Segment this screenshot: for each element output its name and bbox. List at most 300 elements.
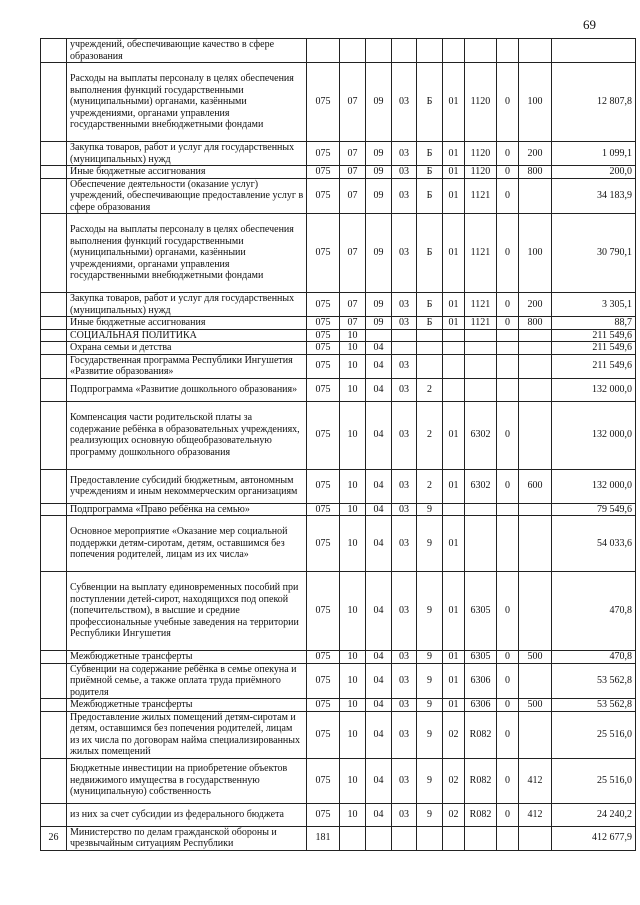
code-cell: 04	[366, 342, 392, 355]
amount-cell: 53 562,8	[552, 699, 636, 712]
code-cell: 6302	[465, 469, 497, 503]
code-cell: 0	[497, 663, 519, 699]
code-cell	[465, 329, 497, 342]
amount-cell: 54 033,6	[552, 516, 636, 572]
code-cell: 03	[392, 166, 417, 179]
table-row	[41, 826, 636, 850]
code-cell	[366, 826, 392, 850]
code-cell	[465, 354, 497, 378]
code-cell: 10	[340, 699, 366, 712]
code-cell: 0	[497, 711, 519, 758]
table-row	[41, 166, 636, 179]
amount-cell: 132 000,0	[552, 401, 636, 469]
code-cell: 0	[497, 178, 519, 214]
code-cell: 075	[307, 166, 340, 179]
code-cell: 075	[307, 401, 340, 469]
code-cell: 412	[519, 758, 552, 803]
code-cell: 04	[366, 758, 392, 803]
code-cell: 800	[519, 166, 552, 179]
amount-cell: 132 000,0	[552, 469, 636, 503]
code-cell: 075	[307, 503, 340, 516]
code-cell: 0	[497, 651, 519, 664]
row-number-cell	[41, 503, 67, 516]
code-cell: 01	[443, 516, 465, 572]
row-number-cell	[41, 142, 67, 166]
code-cell: 10	[340, 401, 366, 469]
code-cell: 6302	[465, 401, 497, 469]
code-cell: 10	[340, 651, 366, 664]
row-number-cell	[41, 711, 67, 758]
code-cell	[392, 342, 417, 355]
row-number-cell	[41, 699, 67, 712]
code-cell: 07	[340, 317, 366, 330]
table-row	[41, 39, 636, 63]
item-name-cell: Предоставление субсидий бюджетным, автономным учреждениям и иным некоммерческим организациям	[67, 469, 307, 503]
code-cell	[417, 354, 443, 378]
code-cell	[497, 378, 519, 401]
table-row	[41, 178, 636, 214]
row-number-cell	[41, 651, 67, 664]
code-cell	[443, 378, 465, 401]
table-row	[41, 63, 636, 142]
code-cell: 07	[340, 293, 366, 317]
code-cell	[519, 342, 552, 355]
amount-cell: 470,8	[552, 572, 636, 651]
code-cell: 075	[307, 699, 340, 712]
table-row	[41, 317, 636, 330]
code-cell: 9	[417, 803, 443, 826]
code-cell: 10	[340, 663, 366, 699]
code-cell	[340, 826, 366, 850]
code-cell: 09	[366, 317, 392, 330]
code-cell: 04	[366, 663, 392, 699]
code-cell: R082	[465, 803, 497, 826]
item-name-cell: Субвенции на выплату единовременных пособий при поступлении детей-сирот, находящихся под опекой (попечительством), в высшие и средние профессиональные учебные заведения на территории Республики Ингушетия	[67, 572, 307, 651]
code-cell: 03	[392, 378, 417, 401]
item-name-cell: из них за счет субсидии из федерального бюджета	[67, 803, 307, 826]
code-cell	[519, 516, 552, 572]
code-cell: 075	[307, 142, 340, 166]
code-cell: 100	[519, 214, 552, 293]
code-cell: 01	[443, 317, 465, 330]
code-cell	[497, 342, 519, 355]
code-cell: 9	[417, 572, 443, 651]
code-cell: 04	[366, 469, 392, 503]
row-number-cell	[41, 663, 67, 699]
code-cell: 075	[307, 378, 340, 401]
code-cell: 9	[417, 711, 443, 758]
item-name-cell: Закупка товаров, работ и услуг для государственных (муниципальных) нужд	[67, 142, 307, 166]
code-cell: 075	[307, 342, 340, 355]
row-number-cell	[41, 166, 67, 179]
code-cell	[307, 39, 340, 63]
amount-cell: 132 000,0	[552, 378, 636, 401]
code-cell: 03	[392, 293, 417, 317]
code-cell: 04	[366, 711, 392, 758]
code-cell	[417, 329, 443, 342]
code-cell: 1120	[465, 63, 497, 142]
code-cell: 09	[366, 166, 392, 179]
amount-cell	[552, 39, 636, 63]
table-row	[41, 803, 636, 826]
code-cell: 0	[497, 469, 519, 503]
code-cell: 9	[417, 758, 443, 803]
code-cell: 2	[417, 401, 443, 469]
code-cell	[392, 826, 417, 850]
code-cell: 1121	[465, 317, 497, 330]
table-row	[41, 711, 636, 758]
item-name-cell: Закупка товаров, работ и услуг для государственных (муниципальных) нужд	[67, 293, 307, 317]
code-cell	[519, 826, 552, 850]
amount-cell: 1 099,1	[552, 142, 636, 166]
table-row	[41, 572, 636, 651]
amount-cell: 53 562,8	[552, 663, 636, 699]
code-cell: 09	[366, 293, 392, 317]
code-cell: 075	[307, 63, 340, 142]
table-row	[41, 329, 636, 342]
code-cell: 0	[497, 401, 519, 469]
row-number-cell	[41, 293, 67, 317]
code-cell: 04	[366, 503, 392, 516]
amount-cell: 34 183,9	[552, 178, 636, 214]
row-number-cell	[41, 214, 67, 293]
code-cell: 03	[392, 214, 417, 293]
code-cell: 0	[497, 572, 519, 651]
code-cell: 09	[366, 63, 392, 142]
code-cell: Б	[417, 214, 443, 293]
item-name-cell: Обеспечение деятельности (оказание услуг) учреждений, обеспечивающие предоставление услуг в сфере образования	[67, 178, 307, 214]
code-cell: 01	[443, 699, 465, 712]
code-cell: 0	[497, 293, 519, 317]
code-cell: 07	[340, 214, 366, 293]
code-cell	[519, 39, 552, 63]
code-cell: 0	[497, 699, 519, 712]
code-cell: 04	[366, 803, 392, 826]
code-cell	[519, 503, 552, 516]
page-number: 69	[583, 17, 596, 32]
amount-cell: 12 807,8	[552, 63, 636, 142]
code-cell: Б	[417, 63, 443, 142]
table-row	[41, 293, 636, 317]
code-cell: 6306	[465, 699, 497, 712]
item-name-cell: СОЦИАЛЬНАЯ ПОЛИТИКА	[67, 329, 307, 342]
item-name-cell: Министерство по делам гражданской обороны и чрезвычайным ситуациям Республики	[67, 826, 307, 850]
code-cell: 075	[307, 329, 340, 342]
code-cell	[443, 39, 465, 63]
code-cell: 01	[443, 663, 465, 699]
code-cell: 412	[519, 803, 552, 826]
code-cell: 075	[307, 572, 340, 651]
code-cell: 0	[497, 142, 519, 166]
row-number-cell	[41, 342, 67, 355]
code-cell	[465, 378, 497, 401]
budget-table	[40, 38, 636, 851]
code-cell	[497, 503, 519, 516]
code-cell: Б	[417, 293, 443, 317]
code-cell: 6305	[465, 572, 497, 651]
amount-cell: 211 549,6	[552, 354, 636, 378]
code-cell	[519, 329, 552, 342]
code-cell: 2	[417, 469, 443, 503]
code-cell: 07	[340, 166, 366, 179]
code-cell: 500	[519, 651, 552, 664]
code-cell	[465, 342, 497, 355]
code-cell: 075	[307, 214, 340, 293]
code-cell: 03	[392, 711, 417, 758]
code-cell: 9	[417, 663, 443, 699]
code-cell: 02	[443, 758, 465, 803]
code-cell	[519, 663, 552, 699]
code-cell: 800	[519, 317, 552, 330]
code-cell: 04	[366, 572, 392, 651]
code-cell	[366, 329, 392, 342]
amount-cell: 24 240,2	[552, 803, 636, 826]
code-cell: 500	[519, 699, 552, 712]
code-cell: 07	[340, 142, 366, 166]
table-row	[41, 758, 636, 803]
code-cell	[340, 39, 366, 63]
row-number-cell	[41, 39, 67, 63]
code-cell: 0	[497, 758, 519, 803]
code-cell: 075	[307, 178, 340, 214]
code-cell: 04	[366, 354, 392, 378]
code-cell: 0	[497, 317, 519, 330]
item-name-cell: Предоставление жилых помещений детям-сиротам и детям, оставшимся без попечения родителей, лицам из их числа по договорам найма специализированных жилых помещений	[67, 711, 307, 758]
item-name-cell: Межбюджетные трансферты	[67, 699, 307, 712]
code-cell	[497, 826, 519, 850]
code-cell: 075	[307, 663, 340, 699]
code-cell	[417, 826, 443, 850]
code-cell: 07	[340, 178, 366, 214]
code-cell: 1121	[465, 293, 497, 317]
row-number-cell	[41, 803, 67, 826]
code-cell: 075	[307, 354, 340, 378]
code-cell	[392, 329, 417, 342]
code-cell: 6305	[465, 651, 497, 664]
code-cell: 03	[392, 803, 417, 826]
item-name-cell: Расходы на выплаты персоналу в целях обеспечения выполнения функций государственными (муниципальными) органами, казёнными учреждениями, органами управления государственными внебюджетными фондами	[67, 63, 307, 142]
code-cell	[519, 354, 552, 378]
code-cell: 03	[392, 469, 417, 503]
code-cell: 03	[392, 63, 417, 142]
code-cell: Б	[417, 142, 443, 166]
row-number-cell	[41, 317, 67, 330]
amount-cell: 30 790,1	[552, 214, 636, 293]
code-cell: 03	[392, 354, 417, 378]
code-cell: R082	[465, 711, 497, 758]
row-number-cell	[41, 516, 67, 572]
code-cell: 02	[443, 711, 465, 758]
code-cell: 200	[519, 293, 552, 317]
table-row	[41, 214, 636, 293]
code-cell: 075	[307, 803, 340, 826]
code-cell: 10	[340, 758, 366, 803]
item-name-cell: Подпрограмма «Развитие дошкольного образования»	[67, 378, 307, 401]
code-cell: 10	[340, 803, 366, 826]
code-cell: 01	[443, 469, 465, 503]
code-cell: 10	[340, 354, 366, 378]
code-cell	[443, 503, 465, 516]
code-cell: 04	[366, 401, 392, 469]
code-cell	[392, 39, 417, 63]
code-cell	[465, 503, 497, 516]
row-number-cell	[41, 178, 67, 214]
code-cell: 03	[392, 516, 417, 572]
code-cell	[519, 572, 552, 651]
amount-cell: 79 549,6	[552, 503, 636, 516]
code-cell	[519, 401, 552, 469]
amount-cell: 25 516,0	[552, 711, 636, 758]
code-cell	[465, 39, 497, 63]
item-name-cell: Охрана семьи и детства	[67, 342, 307, 355]
code-cell: 03	[392, 572, 417, 651]
code-cell: 01	[443, 142, 465, 166]
amount-cell: 25 516,0	[552, 758, 636, 803]
row-number-cell	[41, 469, 67, 503]
row-number-cell	[41, 401, 67, 469]
amount-cell: 211 549,6	[552, 329, 636, 342]
code-cell: 181	[307, 826, 340, 850]
item-name-cell: Иные бюджетные ассигнования	[67, 166, 307, 179]
code-cell: 1121	[465, 214, 497, 293]
code-cell: 9	[417, 516, 443, 572]
code-cell: 10	[340, 342, 366, 355]
code-cell: 1120	[465, 166, 497, 179]
code-cell	[417, 39, 443, 63]
amount-cell: 200,0	[552, 166, 636, 179]
amount-cell: 3 305,1	[552, 293, 636, 317]
code-cell: R082	[465, 758, 497, 803]
code-cell	[443, 354, 465, 378]
item-name-cell: Государственная программа Республики Ингушетия «Развитие образования»	[67, 354, 307, 378]
code-cell	[443, 342, 465, 355]
amount-cell: 470,8	[552, 651, 636, 664]
code-cell: 10	[340, 378, 366, 401]
code-cell: 10	[340, 572, 366, 651]
row-number-cell: 26	[41, 826, 67, 850]
table-row	[41, 503, 636, 516]
code-cell: 6306	[465, 663, 497, 699]
code-cell: 075	[307, 469, 340, 503]
item-name-cell: Компенсация части родительской платы за содержание ребёнка в образовательных учреждениях, реализующих основную общеобразовательную программу дошкольного образования	[67, 401, 307, 469]
code-cell: 10	[340, 503, 366, 516]
code-cell: 03	[392, 503, 417, 516]
row-number-cell	[41, 758, 67, 803]
code-cell: 075	[307, 758, 340, 803]
code-cell: 03	[392, 651, 417, 664]
code-cell: 02	[443, 803, 465, 826]
code-cell: 0	[497, 214, 519, 293]
code-cell: 01	[443, 214, 465, 293]
code-cell: 200	[519, 142, 552, 166]
code-cell	[497, 329, 519, 342]
code-cell: Б	[417, 166, 443, 179]
code-cell	[417, 342, 443, 355]
code-cell	[443, 826, 465, 850]
code-cell	[497, 516, 519, 572]
table-row	[41, 651, 636, 664]
code-cell: 100	[519, 63, 552, 142]
code-cell: 0	[497, 803, 519, 826]
row-number-cell	[41, 378, 67, 401]
code-cell: 075	[307, 317, 340, 330]
code-cell: Б	[417, 317, 443, 330]
code-cell: 1120	[465, 142, 497, 166]
code-cell	[465, 516, 497, 572]
code-cell: 10	[340, 329, 366, 342]
code-cell: 1121	[465, 178, 497, 214]
table-row	[41, 342, 636, 355]
code-cell: 03	[392, 142, 417, 166]
item-name-cell: Основное мероприятие «Оказание мер социальной поддержки детям-сиротам, детям, оставшимся без попечения родителей, лицам из их числа»	[67, 516, 307, 572]
table-row	[41, 516, 636, 572]
code-cell: 03	[392, 758, 417, 803]
item-name-cell: Расходы на выплаты персоналу в целях обеспечения выполнения функций государственными (муниципальными) органами, казённыии учреждениями, органами управления государственными внебюджетными фондами	[67, 214, 307, 293]
code-cell	[366, 39, 392, 63]
code-cell: 04	[366, 651, 392, 664]
code-cell: 2	[417, 378, 443, 401]
code-cell	[497, 354, 519, 378]
table-row	[41, 663, 636, 699]
code-cell: 0	[497, 63, 519, 142]
item-name-cell: Иные бюджетные ассигнования	[67, 317, 307, 330]
amount-cell: 412 677,9	[552, 826, 636, 850]
code-cell: 09	[366, 142, 392, 166]
code-cell: 07	[340, 63, 366, 142]
code-cell: Б	[417, 178, 443, 214]
code-cell	[465, 826, 497, 850]
code-cell: 01	[443, 651, 465, 664]
code-cell	[519, 178, 552, 214]
code-cell: 01	[443, 572, 465, 651]
code-cell: 04	[366, 699, 392, 712]
code-cell	[519, 378, 552, 401]
code-cell: 075	[307, 293, 340, 317]
code-cell: 600	[519, 469, 552, 503]
code-cell: 01	[443, 401, 465, 469]
code-cell: 075	[307, 711, 340, 758]
table-row	[41, 401, 636, 469]
table-row	[41, 699, 636, 712]
code-cell: 10	[340, 711, 366, 758]
code-cell: 01	[443, 63, 465, 142]
code-cell: 04	[366, 516, 392, 572]
code-cell: 03	[392, 663, 417, 699]
item-name-cell: Бюджетные инвестиции на приобретение объектов недвижимого имущества в государственную (муниципальную) собственность	[67, 758, 307, 803]
code-cell: 01	[443, 178, 465, 214]
code-cell: 10	[340, 516, 366, 572]
table-row	[41, 354, 636, 378]
code-cell: 09	[366, 214, 392, 293]
item-name-cell: учреждений, обеспечивающие качество в сфере образования	[67, 39, 307, 63]
row-number-cell	[41, 572, 67, 651]
code-cell: 01	[443, 166, 465, 179]
code-cell: 03	[392, 317, 417, 330]
amount-cell: 88,7	[552, 317, 636, 330]
item-name-cell: Субвенции на содержание ребёнка в семье опекуна и приёмной семье, а также оплата труда приёмного родителя	[67, 663, 307, 699]
code-cell	[497, 39, 519, 63]
code-cell: 03	[392, 178, 417, 214]
code-cell: 075	[307, 651, 340, 664]
table-row	[41, 469, 636, 503]
code-cell: 04	[366, 378, 392, 401]
code-cell: 9	[417, 651, 443, 664]
code-cell: 9	[417, 699, 443, 712]
code-cell: 01	[443, 293, 465, 317]
amount-cell: 211 549,6	[552, 342, 636, 355]
code-cell	[443, 329, 465, 342]
code-cell: 03	[392, 699, 417, 712]
